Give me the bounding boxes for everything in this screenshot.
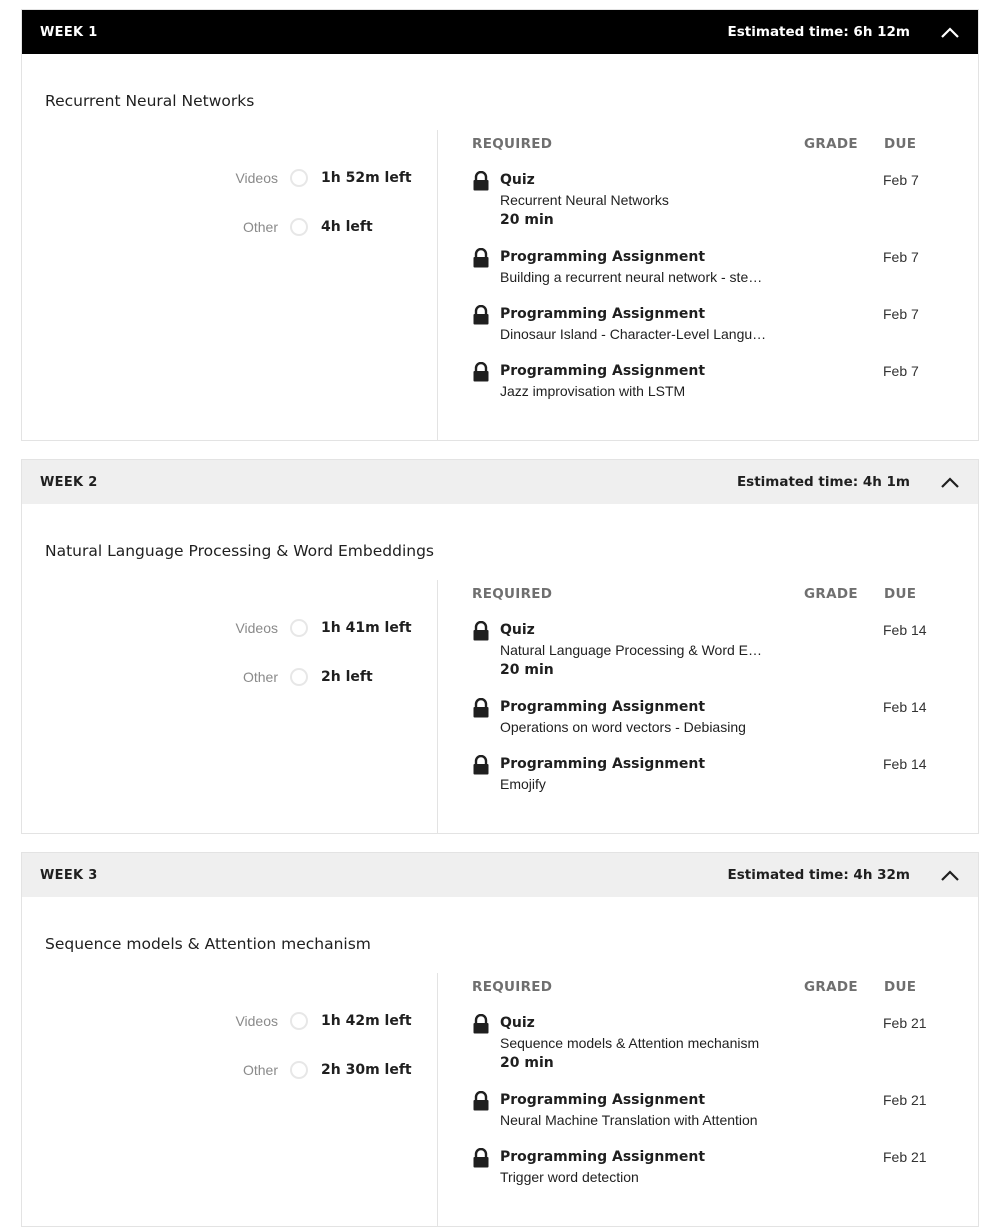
week-label: WEEK 3 (40, 867, 98, 883)
header-required: REQUIRED (472, 586, 553, 602)
item-name[interactable]: Building a recurrent neural network - ste… (500, 269, 763, 285)
header-grade: GRADE (804, 136, 858, 152)
item-due-date: Feb 21 (883, 1149, 927, 1165)
item-name[interactable]: Operations on word vectors - Debiasing (500, 719, 746, 735)
header-required: REQUIRED (472, 136, 553, 152)
progress-row (22, 166, 437, 190)
lock-icon (472, 248, 490, 268)
item-duration: 20 min (500, 212, 554, 228)
progress-label: Other (242, 1062, 278, 1078)
progress-value: 2h 30m left (321, 1062, 412, 1078)
item-due-date: Feb 14 (883, 699, 927, 715)
required-item[interactable] (472, 170, 978, 230)
required-items-column (438, 580, 978, 833)
progress-row (22, 215, 437, 239)
item-text (500, 361, 804, 401)
week-header-right (737, 474, 960, 490)
item-name[interactable]: Trigger word detection (500, 1169, 639, 1185)
column-headers (472, 973, 978, 1013)
item-type: Programming Assignment (500, 363, 706, 379)
header-required: REQUIRED (472, 979, 553, 995)
item-name[interactable]: Dinosaur Island - Character-Level Langu… (500, 326, 767, 342)
progress-value: 1h 52m left (321, 170, 412, 186)
item-due-date: Feb 7 (883, 172, 919, 188)
item-type: Programming Assignment (500, 699, 706, 715)
item-due-date: Feb 7 (883, 249, 919, 265)
lock-icon (472, 755, 490, 775)
item-type: Programming Assignment (500, 756, 706, 772)
column-headers (472, 130, 978, 170)
estimated-time: Estimated time: 4h 1m (736, 474, 910, 490)
item-type: Quiz (500, 622, 535, 638)
progress-column (22, 130, 438, 440)
header-due: DUE (884, 586, 917, 602)
week-section (21, 459, 979, 834)
item-due-date: Feb 7 (883, 363, 919, 379)
item-due-date: Feb 14 (883, 756, 927, 772)
column-headers (472, 580, 978, 620)
required-item[interactable] (472, 754, 978, 794)
lock-icon (472, 362, 490, 382)
week-header[interactable] (22, 853, 978, 897)
progress-ring-icon (290, 619, 308, 637)
item-text (500, 697, 804, 737)
progress-row (22, 1009, 437, 1033)
item-name[interactable]: Sequence models & Attention mechanism (500, 1035, 760, 1051)
week-body (22, 54, 978, 440)
chevron-up-icon[interactable] (940, 868, 960, 882)
item-type: Quiz (500, 1015, 535, 1031)
required-item[interactable] (472, 1013, 978, 1073)
course-week-list (21, 9, 979, 1227)
module-title: Natural Language Processing & Word Embeddings (45, 542, 434, 560)
lock-icon (472, 171, 490, 191)
week-header[interactable] (22, 460, 978, 504)
module-title: Sequence models & Attention mechanism (45, 935, 371, 953)
progress-row (22, 665, 437, 689)
estimated-time: Estimated time: 6h 12m (727, 24, 910, 40)
lock-icon (472, 1014, 490, 1034)
progress-column (22, 973, 438, 1226)
item-type: Quiz (500, 172, 535, 188)
module-title: Recurrent Neural Networks (45, 92, 255, 110)
header-grade: GRADE (804, 979, 858, 995)
item-name[interactable]: Recurrent Neural Networks (500, 192, 669, 208)
required-item[interactable] (472, 697, 978, 737)
item-text (500, 1013, 804, 1073)
lock-icon (472, 305, 490, 325)
progress-value: 4h left (321, 219, 373, 235)
item-duration: 20 min (500, 662, 554, 678)
chevron-up-icon[interactable] (940, 25, 960, 39)
module-grid (22, 130, 978, 440)
progress-ring-icon (290, 668, 308, 686)
progress-value: 1h 41m left (321, 620, 412, 636)
item-type: Programming Assignment (500, 1149, 706, 1165)
lock-icon (472, 698, 490, 718)
progress-ring-icon (290, 1061, 308, 1079)
chevron-up-icon[interactable] (940, 475, 960, 489)
item-text (500, 170, 804, 230)
item-text (500, 304, 804, 344)
lock-icon (472, 1148, 490, 1168)
progress-row (22, 1058, 437, 1082)
item-name[interactable]: Jazz improvisation with LSTM (500, 383, 686, 399)
header-due: DUE (884, 136, 917, 152)
item-type: Programming Assignment (500, 1092, 706, 1108)
week-body (22, 504, 978, 833)
required-item[interactable] (472, 1147, 978, 1187)
item-type: Programming Assignment (500, 249, 706, 265)
progress-ring-icon (290, 1012, 308, 1030)
week-section (21, 9, 979, 441)
required-item[interactable] (472, 247, 978, 287)
module-grid (22, 580, 978, 833)
week-header-right (728, 24, 960, 40)
item-due-date: Feb 21 (883, 1015, 927, 1031)
progress-label: Other (242, 669, 278, 685)
lock-icon (472, 1091, 490, 1111)
progress-label: Videos (235, 170, 278, 186)
progress-label: Other (242, 219, 278, 235)
week-section (21, 852, 979, 1227)
progress-label: Videos (235, 620, 278, 636)
required-items-column (438, 973, 978, 1226)
item-due-date: Feb 14 (883, 622, 927, 638)
progress-value: 1h 42m left (321, 1013, 412, 1029)
week-header[interactable] (22, 10, 978, 54)
lock-icon (472, 621, 490, 641)
header-grade: GRADE (804, 586, 858, 602)
item-name[interactable]: Emojify (500, 776, 546, 792)
required-item[interactable] (472, 1090, 978, 1130)
week-label: WEEK 2 (40, 474, 98, 490)
progress-row (22, 616, 437, 640)
required-items-column (438, 130, 978, 440)
progress-value: 2h left (321, 669, 373, 685)
required-item[interactable] (472, 620, 978, 680)
required-item[interactable] (472, 361, 978, 401)
item-name[interactable]: Natural Language Processing & Word E… (500, 642, 762, 658)
item-text (500, 1090, 804, 1130)
progress-ring-icon (290, 169, 308, 187)
item-text (500, 754, 804, 794)
required-item[interactable] (472, 304, 978, 344)
progress-label: Videos (235, 1013, 278, 1029)
item-duration: 20 min (500, 1055, 554, 1071)
week-body (22, 897, 978, 1226)
module-grid (22, 973, 978, 1226)
item-name[interactable]: Neural Machine Translation with Attention (500, 1112, 758, 1128)
item-type: Programming Assignment (500, 306, 706, 322)
item-due-date: Feb 21 (883, 1092, 927, 1108)
item-text (500, 247, 804, 287)
week-label: WEEK 1 (40, 24, 98, 40)
item-due-date: Feb 7 (883, 306, 919, 322)
progress-ring-icon (290, 218, 308, 236)
week-header-right (728, 867, 960, 883)
item-text (500, 620, 804, 680)
estimated-time: Estimated time: 4h 32m (727, 867, 910, 883)
progress-column (22, 580, 438, 833)
header-due: DUE (884, 979, 917, 995)
item-text (500, 1147, 804, 1187)
